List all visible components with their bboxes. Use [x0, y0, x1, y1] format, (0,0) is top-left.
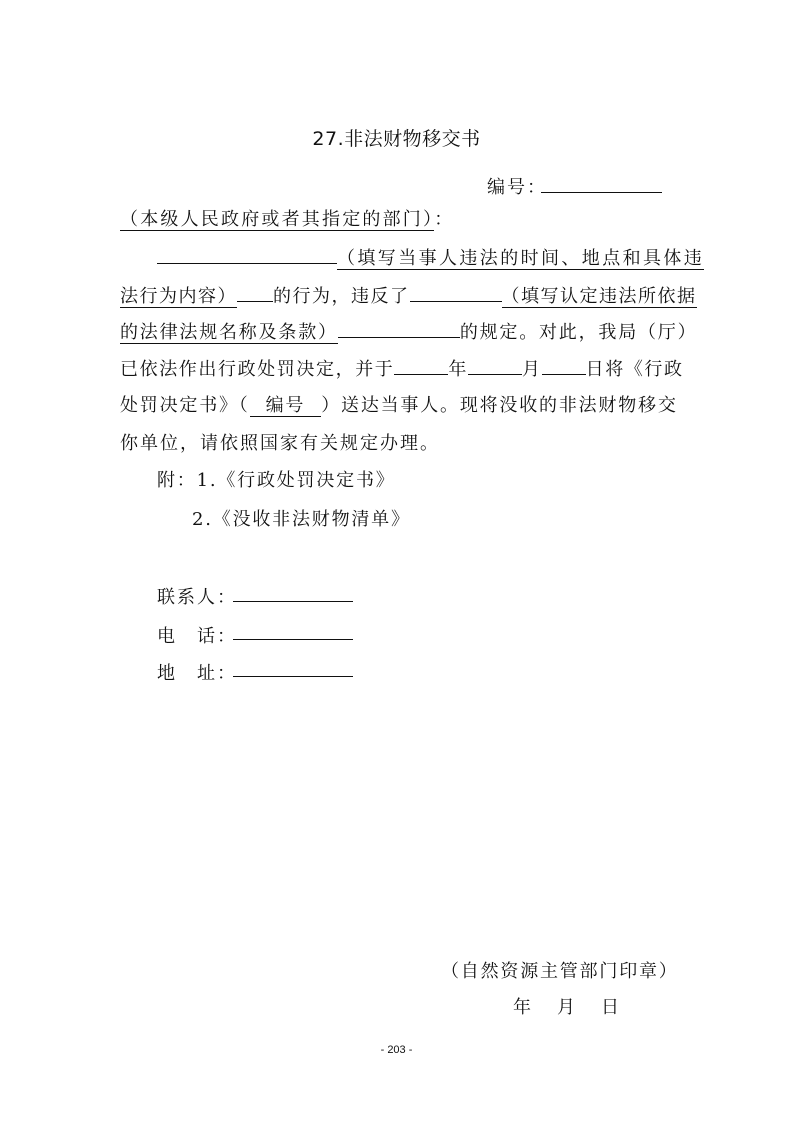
- recipient-colon: ：: [434, 209, 455, 230]
- recipient-placeholder: （本级人民政府或者其指定的部门）: [120, 209, 435, 230]
- seal-text: （自然资源主管部门印章）: [441, 961, 679, 982]
- doc-number-field[interactable]: [250, 395, 322, 417]
- recipient-line: [120, 209, 454, 231]
- violation-hint-1: （填写当事人违法的时间、地点和具体违: [337, 248, 705, 269]
- text-day-will: 日将《行政: [585, 359, 684, 380]
- year-blank[interactable]: [394, 357, 448, 375]
- text-decision: 已依法作出行政处罚决定，并于: [120, 359, 395, 380]
- text-delivered: 送达当事人。现将没收的非法财物移交: [341, 395, 678, 416]
- day-blank[interactable]: [542, 357, 586, 375]
- law-hint-1: （填写认定违法所依据: [501, 286, 697, 307]
- violation-hint-2: 法行为内容）: [120, 286, 237, 307]
- law-blank[interactable]: [410, 284, 502, 302]
- page-number: - 203 -: [380, 1044, 413, 1056]
- paragraph-line-2: [120, 284, 697, 308]
- paragraph-line-5: [120, 395, 678, 417]
- violation-blank[interactable]: [237, 284, 273, 302]
- text-violated: 的行为，违反了: [273, 286, 410, 307]
- contact-field[interactable]: [233, 601, 353, 602]
- address-field[interactable]: [233, 676, 353, 677]
- document-title: 27.非法财物移交书: [312, 128, 481, 150]
- address-label: 地 址：: [157, 663, 237, 684]
- text-penalty-doc: 处罚决定书》（: [120, 395, 250, 416]
- text-provision: 的规定。对此，我局（厅）: [459, 322, 698, 343]
- paragraph-line-3: [120, 320, 697, 344]
- month-label: 月: [522, 359, 542, 380]
- text-close-paren: ）: [321, 395, 342, 416]
- paragraph-line-6: [120, 433, 440, 455]
- law-clause-blank[interactable]: [338, 320, 460, 338]
- attachment-2: 2.《没收非法财物清单》: [192, 509, 411, 530]
- number-label: 编号：: [487, 177, 547, 198]
- law-hint-2: 的法律法规名称及条款）: [120, 322, 338, 343]
- date-text: 年 月 日: [513, 997, 623, 1018]
- attachment-1: 附：1.《行政处罚决定书》: [157, 470, 396, 491]
- number-field[interactable]: [541, 192, 662, 193]
- phone-field[interactable]: [233, 639, 353, 640]
- phone-label: 电 话：: [157, 626, 237, 647]
- text-handle: 你单位，请依照国家有关规定办理。: [120, 433, 440, 454]
- doc-number-hint: 编号: [265, 395, 306, 416]
- paragraph-line-1: [157, 246, 704, 270]
- paragraph-line-4: [120, 357, 684, 381]
- month-blank[interactable]: [468, 357, 522, 375]
- contact-label: 联系人：: [157, 587, 237, 608]
- year-label: 年: [448, 359, 469, 380]
- violator-blank[interactable]: [157, 246, 337, 264]
